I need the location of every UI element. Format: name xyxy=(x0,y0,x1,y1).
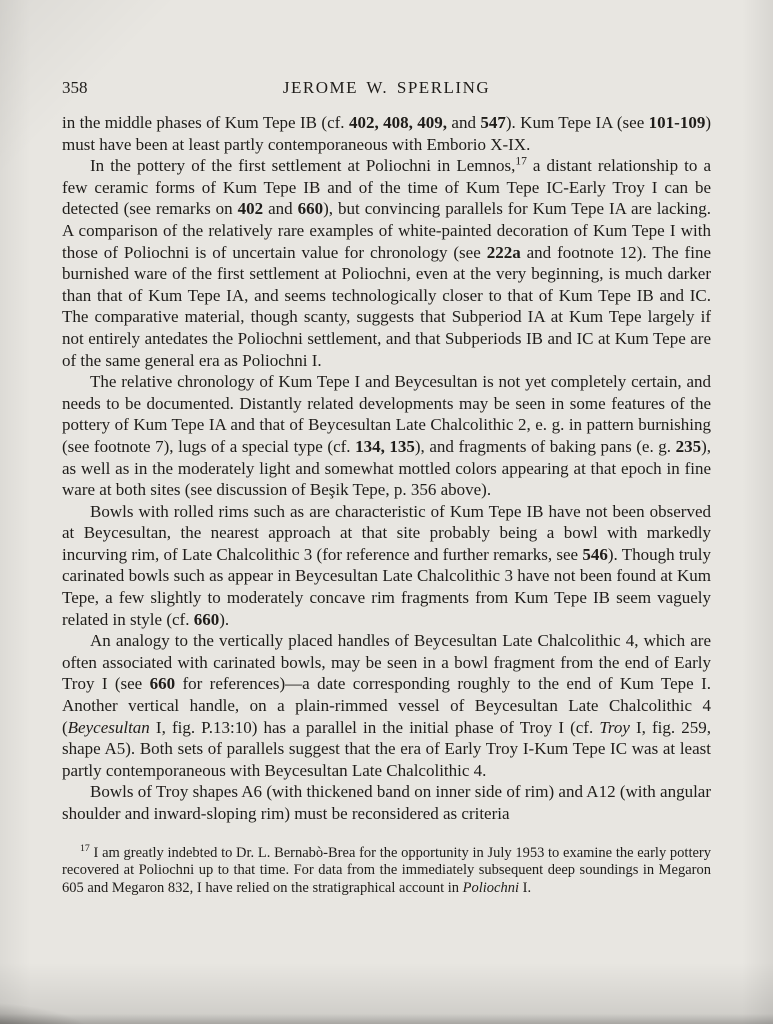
bold-catalog-number: 402, 408, 409, xyxy=(348,113,447,132)
text-run: I. xyxy=(519,880,532,897)
bold-catalog-number: 402 xyxy=(237,199,264,219)
footnote-ref: 17 xyxy=(80,842,90,854)
italic-title: Troy xyxy=(599,717,630,737)
bold-catalog-number: 222a xyxy=(486,242,521,262)
text-run: I, fig. 259, shape A5). Both sets of parallels suggest that the era of Early Troy I-Kum Tepe IC was at least partly contemporaneous with Beycesultan Late Chalcolithic 4. xyxy=(62,717,711,780)
italic-title: Poliochni xyxy=(462,880,520,897)
text-run: I am greatly indebted to Dr. L. Bernabò-Brea for the opportunity in July 1953 to examine the early pottery recovered at Poliochni up to that time. For data from the immediately subsequent deep soundings in Megaron 605 and Megaron 832, I have relied on the stratigraphical account in xyxy=(62,844,711,897)
bold-catalog-number: 547 xyxy=(480,113,506,132)
body-paragraphs xyxy=(62,112,711,825)
bold-catalog-number: 235 xyxy=(675,436,702,456)
bold-catalog-number: 660 xyxy=(149,674,176,694)
text-run: and footnote 12). The fine burnished ware of the first settlement at Poliochni, even at the very beginning, is much darker than that of Kum Tepe IA, and seems technologically closer to that of Kum Tepe IB and IC. The comparative material, though scanty, suggests that Subperiod IA at Kum Tepe largely if not entirely antedates the Poliochni settlement, and that Subperiods IB and IC at Kum Tepe are of the same general era as Poliochni I. xyxy=(62,242,711,370)
bold-catalog-number: 546 xyxy=(582,544,608,564)
text-run: ) must have been at least partly contemporaneous with Emborio X-IX. xyxy=(62,113,711,154)
bold-catalog-number: 101-109 xyxy=(648,113,706,132)
page-number: 358 xyxy=(62,78,88,97)
text-run: ), as well as in the moderately light and somewhat mottled colors appearing at that epoch in fine ware at both sites (see discussion of Beşik Tepe, p. 356 above). xyxy=(62,436,711,500)
text-run: Bowls of Troy shapes A6 (with thickened band on inner side of rim) and A12 (with angular shoulder and inward-sloping rim) must be reconsidered as criteria xyxy=(62,782,711,823)
text-run: a distant relationship to a few ceramic forms of Kum Tepe IB and of the time of Kum Tepe IC-Early Troy I can be detected (see remarks on xyxy=(62,156,711,219)
bold-catalog-number: 660 xyxy=(297,199,324,219)
text-run: I, fig. P.13:10) has a parallel in the initial phase of Troy I (cf. xyxy=(149,717,600,737)
page-header xyxy=(62,76,711,100)
bold-catalog-number: 660 xyxy=(193,609,220,629)
paragraph xyxy=(62,501,711,631)
paragraph xyxy=(62,630,711,781)
paragraph xyxy=(62,781,711,824)
paragraph xyxy=(62,112,711,155)
text-run: An analogy to the vertically placed handles of Beycesultan Late Chalcolithic 4, which are often associated with carinated bowls, may be seen in a bowl fragment from the end of Early Troy I (see xyxy=(62,631,711,694)
text-run: Bowls with rolled rims such as are characteristic of Kum Tepe IB have not been observed at Beycesultan, the nearest approach at that site probably being a bowl with markedly incurving rim, of Late Chalcolithic 3 (for reference and further remarks, see xyxy=(62,501,711,564)
paragraph xyxy=(62,371,711,501)
text-run: for references)—a date corresponding roughly to the end of Kum Tepe I. Another vertical handle, on a plain-rimmed vessel of Beycesultan Late Chalcolithic 4 ( xyxy=(62,674,711,737)
footnote xyxy=(62,842,711,898)
text-run: and xyxy=(263,199,298,219)
text-run: ). Kum Tepe IA (see xyxy=(505,113,649,132)
text-run: ). Though truly carinated bowls such as appear in Beycesultan Late Chalcolithic 3 have not been found at Kum Tepe, a few slightly to moderately concave rim fragments from Kum Tepe IB seem vaguely related in style (cf. xyxy=(62,544,711,629)
running-head-title: JEROME W. SPERLING xyxy=(282,78,491,97)
text-run: in the middle phases of Kum Tepe IB (cf. xyxy=(62,113,349,132)
text-run: ), and fragments of baking pans (e. g. xyxy=(414,436,676,456)
text-run: and xyxy=(447,113,481,132)
text-run: ), but convincing parallels for Kum Tepe IA are lacking. A comparison of the relatively rare examples of white-painted decoration of Kum Tepe I with those of Poliochni is of uncertain value for chronology (see xyxy=(62,199,711,262)
text-run: The relative chronology of Kum Tepe I and Beycesultan is not yet completely certain, and needs to be documented. Distantly related developments may be seen in some features of the pottery of Kum Tepe IA and that of Beycesultan Late Chalcolithic 2, e. g. in pattern burnishing (see footnote 7), lugs of a special type (cf. xyxy=(62,372,711,456)
bold-catalog-number: 134, 135 xyxy=(355,436,415,456)
footnote-ref: 17 xyxy=(515,154,527,168)
text-run: In the pottery of the first settlement at Poliochni in Lemnos, xyxy=(90,156,516,176)
italic-title: Beycesultan xyxy=(67,717,150,737)
paragraph xyxy=(62,155,711,371)
text-run: ). xyxy=(219,609,230,629)
